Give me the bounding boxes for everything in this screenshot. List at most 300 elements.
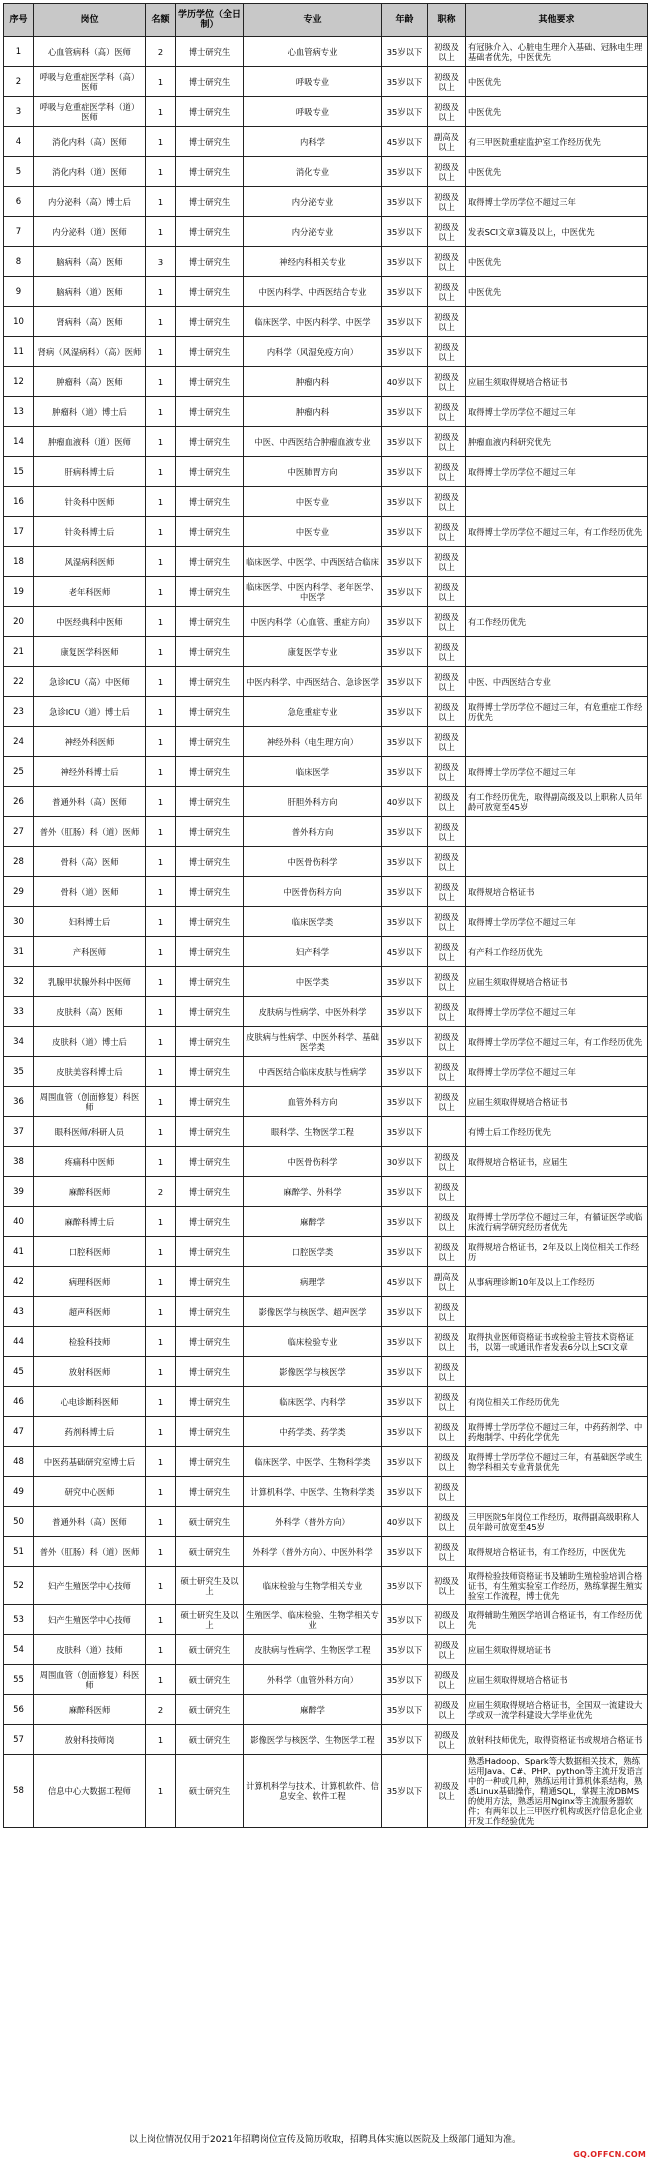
cell-education: 博士研究生 — [176, 367, 244, 397]
cell-position: 脑病科（高）医师 — [34, 247, 146, 277]
cell-title: 初级及以上 — [428, 1695, 466, 1725]
cell-other-requirements — [466, 577, 648, 607]
cell-major: 临床检验专业 — [244, 1327, 382, 1357]
cell-seq: 40 — [4, 1207, 34, 1237]
cell-other-requirements — [466, 637, 648, 667]
cell-age: 35岁以下 — [382, 1567, 428, 1605]
cell-position: 普通外科（高）医师 — [34, 787, 146, 817]
cell-education: 博士研究生 — [176, 1387, 244, 1417]
cell-other-requirements — [466, 727, 648, 757]
cell-education: 博士研究生 — [176, 1237, 244, 1267]
cell-major: 中医骨伤科方向 — [244, 877, 382, 907]
table-row — [4, 1327, 648, 1357]
cell-seq: 51 — [4, 1537, 34, 1567]
cell-education: 硕士研究生 — [176, 1635, 244, 1665]
cell-age: 35岁以下 — [382, 1755, 428, 1828]
table-row — [4, 697, 648, 727]
table-row — [4, 1387, 648, 1417]
table-row — [4, 1027, 648, 1057]
cell-education: 博士研究生 — [176, 877, 244, 907]
table-row — [4, 727, 648, 757]
cell-position: 乳腺甲状腺外科中医师 — [34, 967, 146, 997]
cell-position: 针灸科博士后 — [34, 517, 146, 547]
cell-age: 35岁以下 — [382, 547, 428, 577]
cell-position: 麻醉科博士后 — [34, 1207, 146, 1237]
cell-position: 老年科医师 — [34, 577, 146, 607]
cell-education: 博士研究生 — [176, 1177, 244, 1207]
cell-title: 初级及以上 — [428, 1297, 466, 1327]
cell-quota: 1 — [146, 187, 176, 217]
cell-education: 博士研究生 — [176, 397, 244, 427]
cell-education: 博士研究生 — [176, 847, 244, 877]
cell-seq: 8 — [4, 247, 34, 277]
cell-age: 35岁以下 — [382, 397, 428, 427]
table-row — [4, 457, 648, 487]
cell-quota: 1 — [146, 1207, 176, 1237]
cell-major: 皮肤病与性病学、中医外科学、基础医学类 — [244, 1027, 382, 1057]
cell-age: 35岁以下 — [382, 697, 428, 727]
cell-other-requirements: 有三甲医院重症监护室工作经历优先 — [466, 127, 648, 157]
cell-seq: 17 — [4, 517, 34, 547]
cell-age: 35岁以下 — [382, 577, 428, 607]
cell-title: 初级及以上 — [428, 1665, 466, 1695]
cell-other-requirements — [466, 817, 648, 847]
cell-quota: 1 — [146, 787, 176, 817]
cell-major: 中西医结合临床皮肤与性病学 — [244, 1057, 382, 1087]
cell-quota: 1 — [146, 1447, 176, 1477]
cell-other-requirements: 取得规培合格证书，应届生 — [466, 1147, 648, 1177]
cell-major: 呼吸专业 — [244, 67, 382, 97]
cell-other-requirements — [466, 307, 648, 337]
cell-position: 疼痛科中医师 — [34, 1147, 146, 1177]
cell-education: 博士研究生 — [176, 547, 244, 577]
table-row — [4, 277, 648, 307]
cell-other-requirements: 取得博士学历学位不超过三年 — [466, 187, 648, 217]
cell-age: 35岁以下 — [382, 967, 428, 997]
cell-seq: 43 — [4, 1297, 34, 1327]
cell-position: 普通外科（高）医师 — [34, 1507, 146, 1537]
cell-title: 初级及以上 — [428, 1027, 466, 1057]
cell-major: 麻醉学 — [244, 1207, 382, 1237]
cell-education: 博士研究生 — [176, 637, 244, 667]
cell-seq: 31 — [4, 937, 34, 967]
cell-title: 初级及以上 — [428, 1087, 466, 1117]
cell-education: 博士研究生 — [176, 217, 244, 247]
cell-quota: 1 — [146, 547, 176, 577]
table-row — [4, 1057, 648, 1087]
cell-quota: 1 — [146, 1327, 176, 1357]
cell-education: 博士研究生 — [176, 1417, 244, 1447]
cell-quota: 1 — [146, 1267, 176, 1297]
table-row — [4, 367, 648, 397]
table-header-row — [4, 4, 648, 37]
header-major: 专业 — [244, 4, 382, 37]
cell-seq: 32 — [4, 967, 34, 997]
table-row — [4, 1297, 648, 1327]
cell-seq: 46 — [4, 1387, 34, 1417]
header-seq: 序号 — [4, 4, 34, 37]
cell-seq: 38 — [4, 1147, 34, 1177]
cell-other-requirements: 有工作经历优先 — [466, 607, 648, 637]
cell-age: 35岁以下 — [382, 1447, 428, 1477]
cell-major: 影像医学与核医学 — [244, 1357, 382, 1387]
cell-age: 35岁以下 — [382, 1725, 428, 1755]
cell-other-requirements: 有工作经历优先，取得副高级及以上职称人员年龄可放宽至45岁 — [466, 787, 648, 817]
cell-age: 35岁以下 — [382, 1695, 428, 1725]
cell-major: 临床医学、中医学、生物科学类 — [244, 1447, 382, 1477]
cell-position: 肿瘤科（道）博士后 — [34, 397, 146, 427]
cell-other-requirements: 取得博士学历学位不超过三年，有工作经历优先 — [466, 517, 648, 547]
cell-other-requirements: 熟悉Hadoop、Spark等大数据相关技术，熟练运用Java、C#、PHP、python等主流开发语言中的一种或几种，熟练运用计算机体系结构，熟悉Linux基础操作，精通SQL，掌握主流DBMS的使用方法，熟悉运用Nginx等主流服务器软件；有两年以上三甲医疗机构或医疗信息化企业开发工作经验优先 — [466, 1755, 648, 1828]
cell-seq: 49 — [4, 1477, 34, 1507]
cell-major: 临床医学、中医内科学、中医学 — [244, 307, 382, 337]
cell-other-requirements: 取得博士学历学位不超过三年 — [466, 907, 648, 937]
cell-position: 药剂科博士后 — [34, 1417, 146, 1447]
cell-seq: 3 — [4, 97, 34, 127]
cell-quota: 1 — [146, 727, 176, 757]
cell-major: 呼吸专业 — [244, 97, 382, 127]
cell-other-requirements: 取得博士学历学位不超过三年 — [466, 397, 648, 427]
cell-quota: 1 — [146, 457, 176, 487]
cell-education: 博士研究生 — [176, 1297, 244, 1327]
cell-quota: 1 — [146, 427, 176, 457]
cell-title: 初级及以上 — [428, 277, 466, 307]
cell-education: 硕士研究生 — [176, 1755, 244, 1828]
header-other-requirements: 其他要求 — [466, 4, 648, 37]
cell-education: 博士研究生 — [176, 157, 244, 187]
cell-other-requirements — [466, 337, 648, 367]
cell-education: 博士研究生 — [176, 697, 244, 727]
cell-age: 35岁以下 — [382, 37, 428, 67]
table-row — [4, 187, 648, 217]
cell-age: 35岁以下 — [382, 1477, 428, 1507]
cell-quota: 1 — [146, 1665, 176, 1695]
cell-title: 初级及以上 — [428, 1477, 466, 1507]
cell-major: 临床医学、中医学、中西医结合临床 — [244, 547, 382, 577]
cell-seq: 20 — [4, 607, 34, 637]
cell-position: 中医经典科中医师 — [34, 607, 146, 637]
cell-seq: 42 — [4, 1267, 34, 1297]
cell-age: 35岁以下 — [382, 97, 428, 127]
cell-major: 中医骨伤科学 — [244, 847, 382, 877]
cell-quota: 1 — [146, 1537, 176, 1567]
cell-education: 硕士研究生及以上 — [176, 1605, 244, 1635]
cell-major: 临床医学类 — [244, 907, 382, 937]
cell-quota: 1 — [146, 1725, 176, 1755]
cell-quota: 1 — [146, 1477, 176, 1507]
header-age: 年龄 — [382, 4, 428, 37]
cell-age: 35岁以下 — [382, 1327, 428, 1357]
cell-other-requirements — [466, 1477, 648, 1507]
cell-major: 内科学（风湿免疫方向） — [244, 337, 382, 367]
cell-position: 消化内科（道）医师 — [34, 157, 146, 187]
cell-position: 神经外科医师 — [34, 727, 146, 757]
cell-major: 中医骨伤科学 — [244, 1147, 382, 1177]
cell-quota: 1 — [146, 1567, 176, 1605]
cell-seq: 11 — [4, 337, 34, 367]
cell-quota: 1 — [146, 307, 176, 337]
cell-quota: 1 — [146, 1117, 176, 1147]
cell-title: 初级及以上 — [428, 517, 466, 547]
cell-title: 初级及以上 — [428, 487, 466, 517]
cell-seq: 28 — [4, 847, 34, 877]
cell-other-requirements — [466, 487, 648, 517]
cell-other-requirements: 取得博士学历学位不超过三年 — [466, 457, 648, 487]
cell-major: 普外科方向 — [244, 817, 382, 847]
table-row — [4, 607, 648, 637]
cell-other-requirements: 取得博士学历学位不超过三年 — [466, 1057, 648, 1087]
cell-position: 妇产生殖医学中心技师 — [34, 1605, 146, 1635]
table-row — [4, 97, 648, 127]
cell-quota: 1 — [146, 997, 176, 1027]
table-row — [4, 787, 648, 817]
cell-position: 妇产生殖医学中心技师 — [34, 1567, 146, 1605]
table-row — [4, 397, 648, 427]
cell-quota: 1 — [146, 967, 176, 997]
cell-education: 博士研究生 — [176, 817, 244, 847]
cell-quota: 1 — [146, 607, 176, 637]
cell-quota: 1 — [146, 1027, 176, 1057]
cell-seq: 14 — [4, 427, 34, 457]
cell-title: 初级及以上 — [428, 1147, 466, 1177]
cell-position: 肝病科博士后 — [34, 457, 146, 487]
cell-title: 初级及以上 — [428, 337, 466, 367]
cell-position: 神经外科博士后 — [34, 757, 146, 787]
table-row — [4, 1537, 648, 1567]
cell-position: 麻醉科医师 — [34, 1177, 146, 1207]
cell-position: 肿瘤血液科（道）医师 — [34, 427, 146, 457]
cell-quota: 1 — [146, 847, 176, 877]
cell-other-requirements: 取得博士学历学位不超过三年 — [466, 997, 648, 1027]
cell-education: 博士研究生 — [176, 337, 244, 367]
cell-position: 内分泌科（高）博士后 — [34, 187, 146, 217]
cell-title: 初级及以上 — [428, 97, 466, 127]
cell-age: 35岁以下 — [382, 307, 428, 337]
table-row — [4, 307, 648, 337]
cell-education: 博士研究生 — [176, 757, 244, 787]
cell-other-requirements: 取得博士学历学位不超过三年，有危重症工作经历优先 — [466, 697, 648, 727]
cell-education: 博士研究生 — [176, 67, 244, 97]
cell-quota: 1 — [146, 487, 176, 517]
cell-title: 初级及以上 — [428, 637, 466, 667]
cell-major: 中医肺胃方向 — [244, 457, 382, 487]
cell-quota: 1 — [146, 1087, 176, 1117]
table-row — [4, 1417, 648, 1447]
cell-other-requirements: 中医优先 — [466, 67, 648, 97]
cell-seq: 21 — [4, 637, 34, 667]
cell-age: 35岁以下 — [382, 907, 428, 937]
cell-major: 眼科学、生物医学工程 — [244, 1117, 382, 1147]
cell-age: 35岁以下 — [382, 187, 428, 217]
cell-quota: 1 — [146, 757, 176, 787]
cell-education: 博士研究生 — [176, 37, 244, 67]
cell-age: 45岁以下 — [382, 127, 428, 157]
cell-age: 35岁以下 — [382, 1537, 428, 1567]
table-row — [4, 637, 648, 667]
cell-quota: 2 — [146, 1177, 176, 1207]
cell-seq: 9 — [4, 277, 34, 307]
cell-seq: 47 — [4, 1417, 34, 1447]
table-row — [4, 1605, 648, 1635]
table-row — [4, 1447, 648, 1477]
cell-title: 初级及以上 — [428, 1207, 466, 1237]
table-row — [4, 1635, 648, 1665]
cell-title: 初级及以上 — [428, 847, 466, 877]
cell-quota: 1 — [146, 637, 176, 667]
cell-title: 初级及以上 — [428, 697, 466, 727]
cell-seq: 16 — [4, 487, 34, 517]
cell-age: 45岁以下 — [382, 1267, 428, 1297]
cell-age: 35岁以下 — [382, 1635, 428, 1665]
cell-major: 心血管病专业 — [244, 37, 382, 67]
cell-other-requirements — [466, 547, 648, 577]
cell-seq: 29 — [4, 877, 34, 907]
cell-major: 中医内科学、中西医结合专业 — [244, 277, 382, 307]
cell-quota: 1 — [146, 1605, 176, 1635]
cell-title: 初级及以上 — [428, 1507, 466, 1537]
table-row — [4, 517, 648, 547]
cell-other-requirements: 有产科工作经历优先 — [466, 937, 648, 967]
cell-title: 初级及以上 — [428, 667, 466, 697]
cell-seq: 22 — [4, 667, 34, 697]
cell-major: 病理学 — [244, 1267, 382, 1297]
table-row — [4, 1567, 648, 1605]
cell-age: 35岁以下 — [382, 1117, 428, 1147]
cell-quota: 1 — [146, 277, 176, 307]
cell-seq: 34 — [4, 1027, 34, 1057]
table-row — [4, 427, 648, 457]
cell-age: 35岁以下 — [382, 337, 428, 367]
cell-age: 40岁以下 — [382, 787, 428, 817]
cell-seq: 45 — [4, 1357, 34, 1387]
table-row — [4, 1147, 648, 1177]
cell-position: 信息中心大数据工程师 — [34, 1755, 146, 1828]
cell-age: 35岁以下 — [382, 1387, 428, 1417]
header-quota: 名额 — [146, 4, 176, 37]
table-row — [4, 907, 648, 937]
cell-major: 临床检验与生物学相关专业 — [244, 1567, 382, 1605]
cell-seq: 37 — [4, 1117, 34, 1147]
cell-other-requirements: 取得博士学历学位不超过三年 — [466, 757, 648, 787]
cell-position: 肾病（风湿病科）（高）医师 — [34, 337, 146, 367]
cell-other-requirements — [466, 1177, 648, 1207]
cell-title: 初级及以上 — [428, 1447, 466, 1477]
cell-title: 初级及以上 — [428, 1327, 466, 1357]
cell-title: 初级及以上 — [428, 307, 466, 337]
cell-education: 博士研究生 — [176, 277, 244, 307]
cell-position: 皮肤科（道）博士后 — [34, 1027, 146, 1057]
cell-position: 皮肤美容科博士后 — [34, 1057, 146, 1087]
cell-major: 影像医学与核医学、生物医学工程 — [244, 1725, 382, 1755]
cell-age: 35岁以下 — [382, 517, 428, 547]
cell-quota: 1 — [146, 937, 176, 967]
cell-title: 初级及以上 — [428, 1357, 466, 1387]
cell-other-requirements: 取得执业医师资格证书或检验主管技术资格证书，以第一或通讯作者发表6分以上SCI文章 — [466, 1327, 648, 1357]
cell-position: 风湿病科医师 — [34, 547, 146, 577]
cell-seq: 53 — [4, 1605, 34, 1635]
cell-other-requirements: 应届生须取得规培合格证书，全国双一流建设大学或双一流学科建设大学毕业优先 — [466, 1695, 648, 1725]
cell-major: 肿瘤内科 — [244, 367, 382, 397]
cell-seq: 15 — [4, 457, 34, 487]
cell-major: 麻醉学 — [244, 1695, 382, 1725]
cell-position: 口腔科医师 — [34, 1237, 146, 1267]
cell-age: 35岁以下 — [382, 1417, 428, 1447]
cell-position: 急诊ICU（道）博士后 — [34, 697, 146, 727]
cell-major: 中医内科学（心血管、重症方向） — [244, 607, 382, 637]
cell-major: 中医、中西医结合肿瘤血液专业 — [244, 427, 382, 457]
cell-other-requirements: 中医、中西医结合专业 — [466, 667, 648, 697]
cell-education: 博士研究生 — [176, 1477, 244, 1507]
cell-other-requirements: 应届生须取得规培合格证书 — [466, 367, 648, 397]
cell-seq: 4 — [4, 127, 34, 157]
cell-education: 博士研究生 — [176, 307, 244, 337]
cell-age: 40岁以下 — [382, 367, 428, 397]
cell-education: 博士研究生 — [176, 427, 244, 457]
table-row — [4, 1507, 648, 1537]
cell-other-requirements: 应届生须取得规培合格证书 — [466, 967, 648, 997]
table-row — [4, 157, 648, 187]
cell-quota: 1 — [146, 817, 176, 847]
cell-education: 博士研究生 — [176, 487, 244, 517]
cell-seq: 56 — [4, 1695, 34, 1725]
cell-seq: 54 — [4, 1635, 34, 1665]
table-row — [4, 997, 648, 1027]
table-row — [4, 1177, 648, 1207]
cell-seq: 5 — [4, 157, 34, 187]
cell-title: 副高及以上 — [428, 1267, 466, 1297]
cell-position: 眼科医师/科研人员 — [34, 1117, 146, 1147]
cell-title — [428, 1117, 466, 1147]
cell-education: 博士研究生 — [176, 1147, 244, 1177]
cell-quota: 1 — [146, 157, 176, 187]
cell-seq: 57 — [4, 1725, 34, 1755]
cell-position: 皮肤科（道）技师 — [34, 1635, 146, 1665]
cell-seq: 1 — [4, 37, 34, 67]
cell-position: 检验科技师 — [34, 1327, 146, 1357]
cell-title: 初级及以上 — [428, 1057, 466, 1087]
cell-major: 临床医学、中医内科学、老年医学、中医学 — [244, 577, 382, 607]
table-row — [4, 1357, 648, 1387]
cell-education: 博士研究生 — [176, 127, 244, 157]
cell-major: 血管外科方向 — [244, 1087, 382, 1117]
cell-education: 博士研究生 — [176, 577, 244, 607]
cell-seq: 35 — [4, 1057, 34, 1087]
cell-other-requirements: 取得博士学历学位不超过三年，有工作经历优先 — [466, 1027, 648, 1057]
cell-title: 初级及以上 — [428, 877, 466, 907]
cell-major: 内科学 — [244, 127, 382, 157]
header-position: 岗位 — [34, 4, 146, 37]
cell-age: 35岁以下 — [382, 1207, 428, 1237]
cell-quota: 2 — [146, 37, 176, 67]
cell-other-requirements — [466, 847, 648, 877]
cell-seq: 58 — [4, 1755, 34, 1828]
cell-seq: 6 — [4, 187, 34, 217]
cell-major: 影像医学与核医学、超声医学 — [244, 1297, 382, 1327]
cell-quota: 1 — [146, 67, 176, 97]
cell-age: 35岁以下 — [382, 157, 428, 187]
table-row — [4, 967, 648, 997]
cell-position: 放射科医师 — [34, 1357, 146, 1387]
cell-major: 中医学类 — [244, 967, 382, 997]
cell-other-requirements: 有岗位相关工作经历优先 — [466, 1387, 648, 1417]
cell-major: 神经外科（电生理方向） — [244, 727, 382, 757]
table-row — [4, 1267, 648, 1297]
cell-title: 初级及以上 — [428, 457, 466, 487]
cell-other-requirements: 取得检验技师资格证书及辅助生殖检验培训合格证书，有生殖实验室工作经历，熟练掌握生殖实验室工作流程，博士优先 — [466, 1567, 648, 1605]
cell-age: 35岁以下 — [382, 67, 428, 97]
cell-education: 博士研究生 — [176, 1207, 244, 1237]
cell-age: 35岁以下 — [382, 457, 428, 487]
